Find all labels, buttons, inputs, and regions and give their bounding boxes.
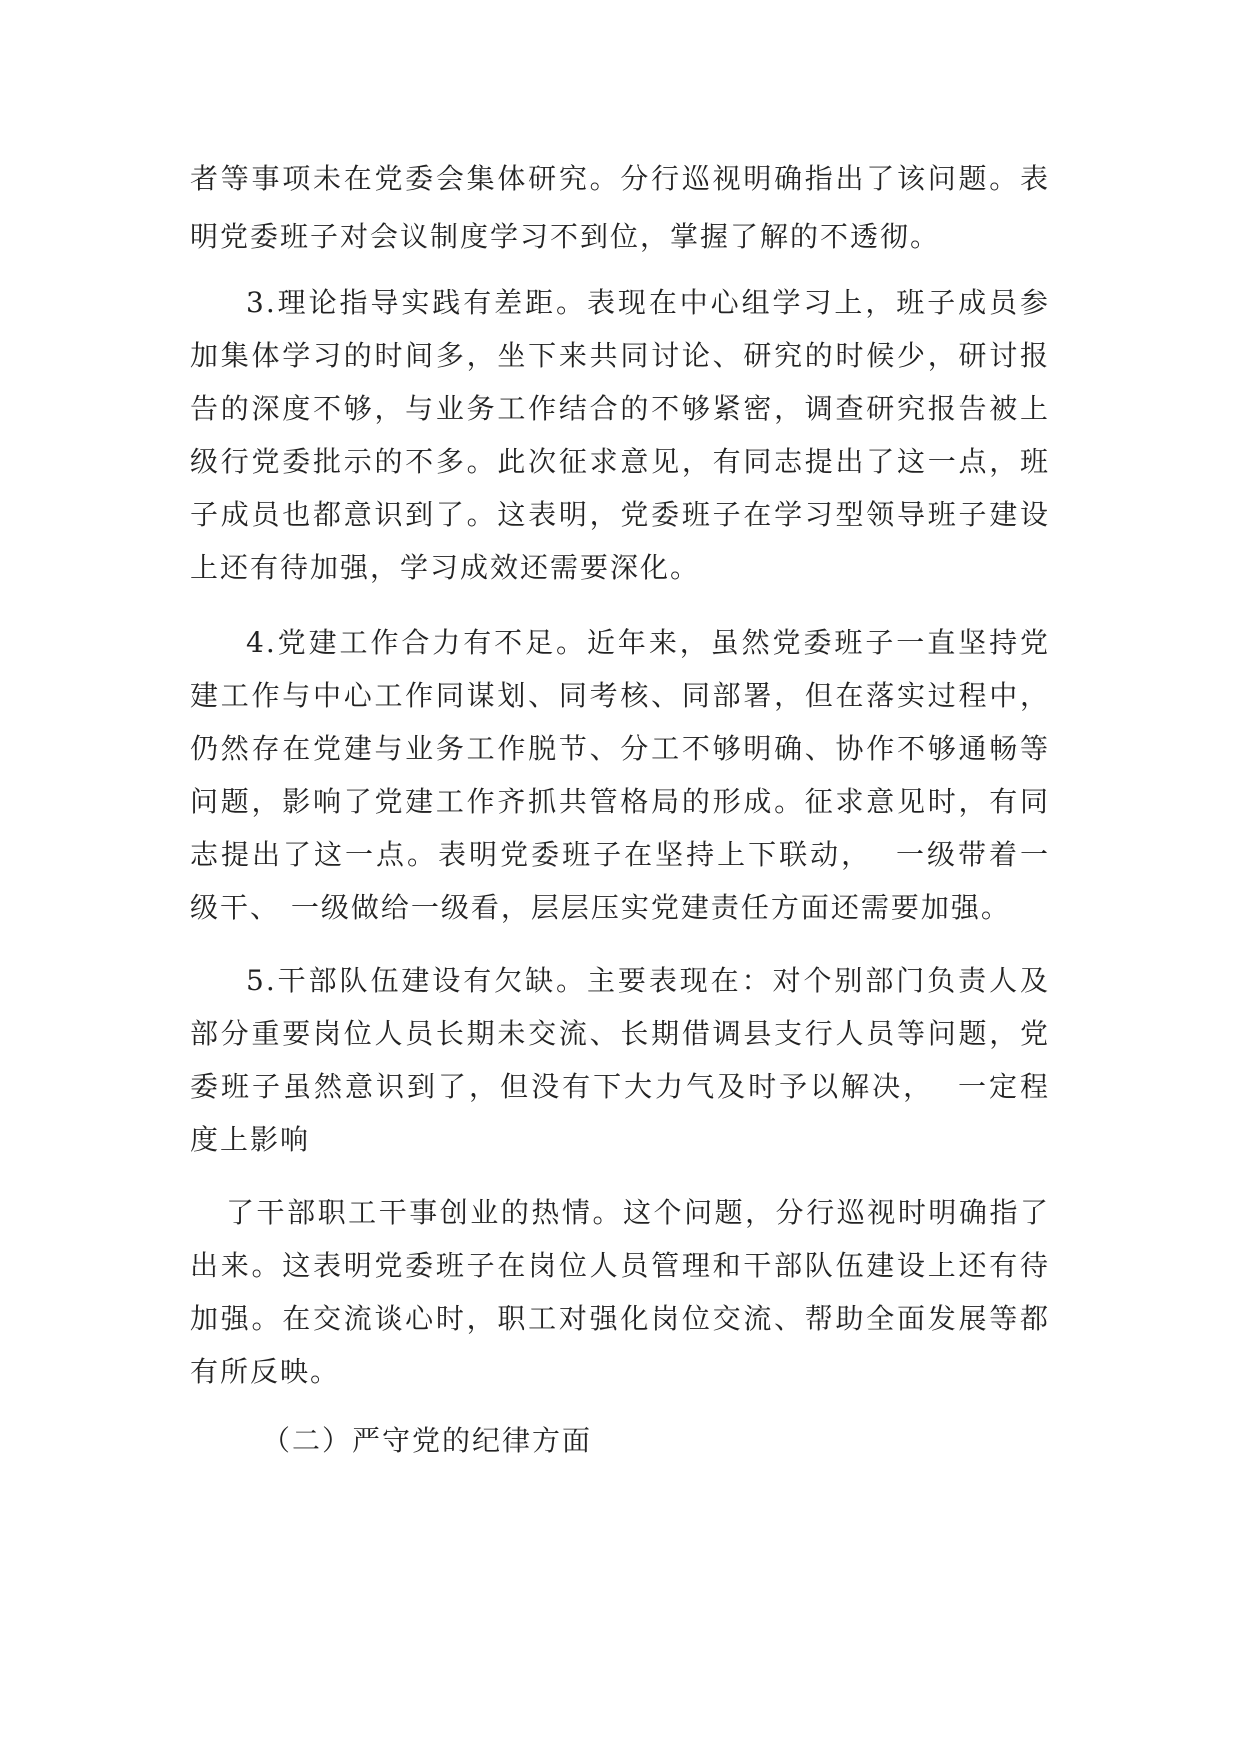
section-heading: （二）严守党的纪律方面 (262, 1424, 593, 1457)
document-body (190, 150, 1050, 1470)
paragraph-item-3: 3.理论指导实践有差距。表现在中心组学习上，班子成员参加集体学习的时间多，坐下来共同讨论、研究的时候少，研讨报告的深度不够，与业务工作结合的不够紧密，调查研究报告被上级行党委批示的不多。此次征求意见，有同志提出了这一点，班子成员也都意识到了。这表明，党委班子在学习型领导班子建设上还有待加强，学习成效还需要深化。 (190, 286, 1050, 584)
paragraph-item-5: 5.干部队伍建设有欠缺。主要表现在：对个别部门负责人及部分重要岗位人员长期未交流、长期借调县支行人员等问题，党委班子虽然意识到了，但没有下大力气及时予以解决， 一定程度上影响 (190, 964, 1050, 1156)
paragraph-continued: 者等事项未在党委会集体研究。分行巡视明确指出了该问题。表明党委班子对会议制度学习不到位，掌握了解的不透彻。 (190, 162, 1050, 253)
paragraph-item-4: 4.党建工作合力有不足。近年来，虽然党委班子一直坚持党建工作与中心工作同谋划、同考核、同部署，但在落实过程中，仍然存在党建与业务工作脱节、分工不够明确、协作不够通畅等问题，影响了党建工作齐抓共管格局的形成。征求意见时，有同志提出了这一点。表明党委班子在坚持上下联动， 一级带着一级干、 一级做给一级看，层层压实党建责任方面还需要加强。 (190, 626, 1050, 924)
paragraph-item-5-continued: 了干部职工干事创业的热情。这个问题，分行巡视时明确指了出来。这表明党委班子在岗位人员管理和干部队伍建设上还有待加强。在交流谈心时，职工对强化岗位交流、帮助全面发展等都有所反映。 (190, 1196, 1050, 1388)
